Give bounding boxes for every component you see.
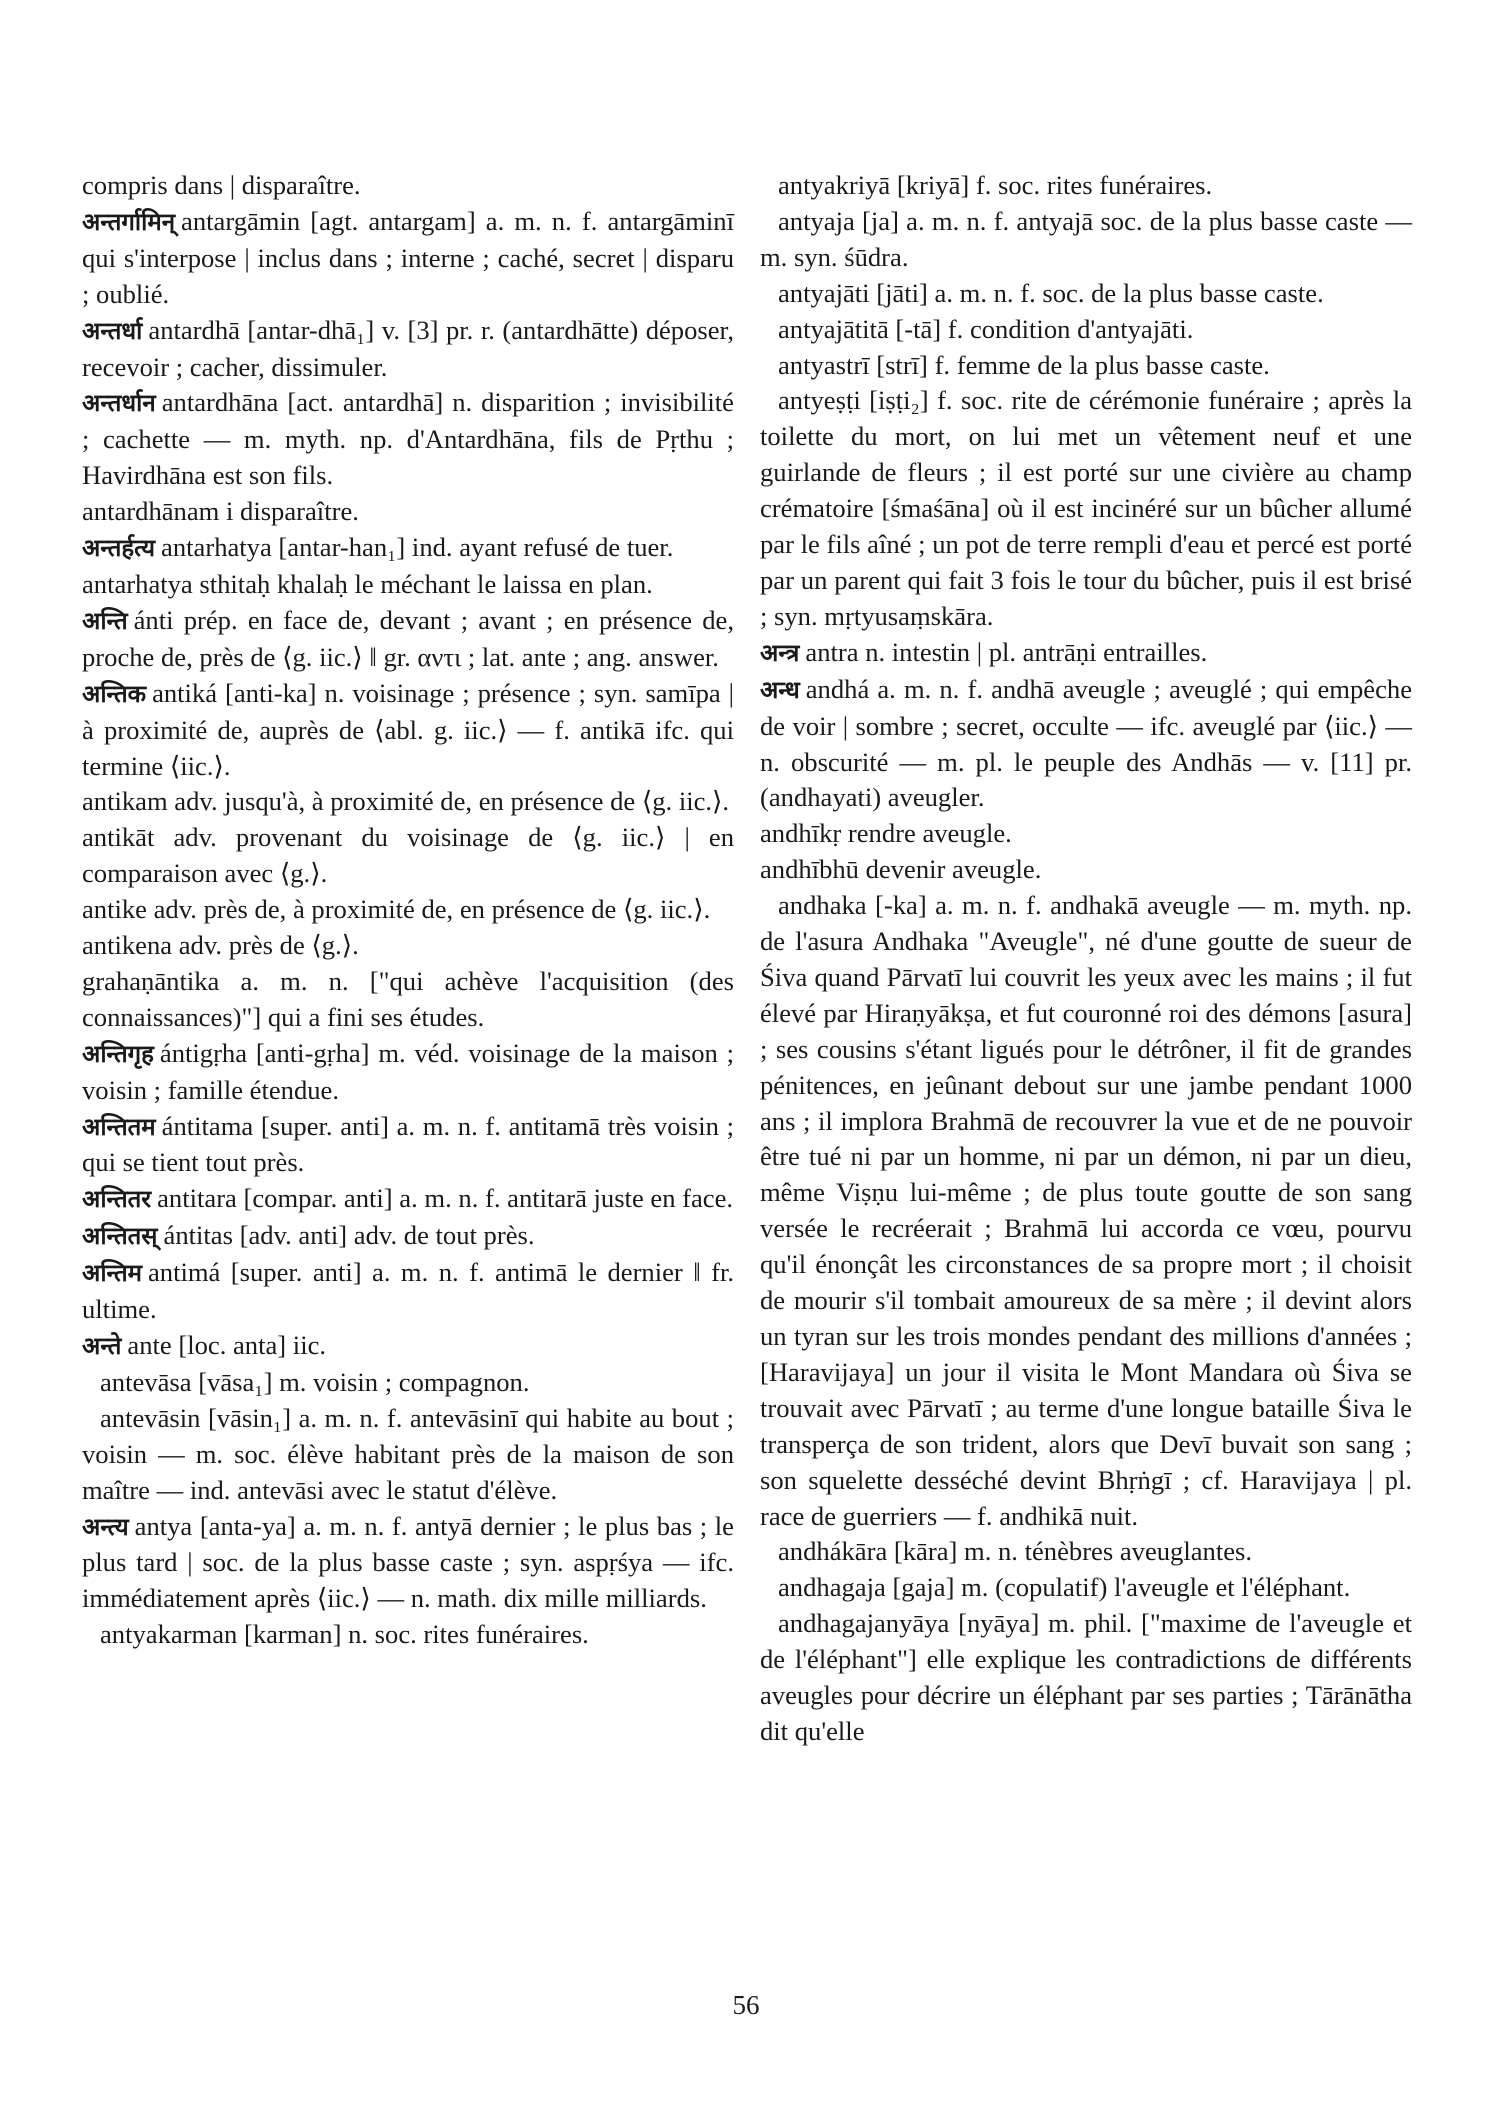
entry-text: antyakarman [karman] n. soc. rites funéraires. xyxy=(100,1619,589,1650)
dictionary-entry xyxy=(760,1570,1412,1606)
dictionary-entry xyxy=(760,168,1412,204)
entry-text: ántitas [adv. anti] adv. de tout près. xyxy=(163,1220,535,1251)
entry-text: andhaka [-ka] a. m. n. f. andhakā aveugle — m. myth. np. de l'asura Andhaka "Aveugle", né d'une goutte de sueur de Śiva quand Pārvatī lui couvrit les yeux avec les mains ; il fut élevé par Hiraṇyākṣa, et fut couronné roi des démons [asura] ; ses cousins s'étant ligués pour le détrôner, il fit de grandes pénitences, en jeûnant debout sur une jambe pendant 1000 ans ; il implora Brahmā de recouvrer la vue et de ne pouvoir être tué ni par un homme, ni par un démon, ni par un dieu, même Viṣṇu lui-même ; de plus toute goutte de son sang versée le recréerait ; Brahmā lui accorda ce vœu, pourvu qu'il énonçât les circonstances de sa propre mort ; il choisit de mourir s'il tombait amoureux de sa mère ; il devint alors un tyran sur les trois mondes pendant des millions d'années ; [Haravijaya] un jour il visita le Mont Mandara où Śiva se trouvait avec Pārvatī ; au terme d'une longue bataille Śiva le transperça de son trident, alors que Devī buvait son sang ; son squelette desséché devint Bhṛṅgī ; cf. Haravijaya | pl. race de guerriers — f. andhikā nuit. xyxy=(760,890,1412,1531)
entry-text: antyastrī [strī] f. femme de la plus basse caste. xyxy=(778,349,1270,380)
right-column xyxy=(760,168,1412,1750)
entry-text: antarhatya sthitaḥ khalaḥ le méchant le laissa en plan. xyxy=(82,568,653,599)
dictionary-entry xyxy=(82,603,734,676)
entry-text: andhagajanyāya [nyāya] m. phil. ["maxime de l'aveugle et de l'éléphant"] elle explique les contradictions de différents aveugles pour décrire un éléphant par ses parties ; Tārānātha dit qu'elle xyxy=(760,1608,1412,1746)
devanagari-headword: अन्ति xyxy=(82,606,128,635)
entry-text: antardhā [antar-dhā₁] v. [3] pr. r. (antardhātte) déposer, recevoir ; cacher, dissimuler. xyxy=(82,314,734,382)
dictionary-entry xyxy=(82,567,734,603)
devanagari-headword: अन्त्य xyxy=(82,1512,129,1541)
dictionary-entry xyxy=(82,1365,734,1401)
entry-text: antya [anta-ya] a. m. n. f. antyā dernier ; le plus bas ; le plus tard | soc. de la plus basse caste ; syn. aspṛśya — ifc. immédiatement après ⟨iic.⟩ — n. math. dix mille milliards. xyxy=(82,1510,734,1614)
devanagari-headword: अन्ध xyxy=(760,675,800,704)
entry-text: antyajātitā [-tā] f. condition d'antyajāti. xyxy=(778,313,1194,344)
entry-text: antikam adv. jusqu'à, à proximité de, en présence de ⟨g. iic.⟩. xyxy=(82,786,730,817)
entry-text: antyeṣṭi [iṣṭi₂] f. soc. rite de cérémonie funéraire ; après la toilette du mort, on lui met un vêtement neuf et une guirlande de fleurs ; il est porté sur une civière au champ crématoire [śmaśāna] où il est incinéré sur un bûcher allumé par le fils aîné ; un pot de terre rempli d'eau et percé est porté par un parent qui fait 3 fois le tour du bûcher, puis il est brisé ; syn. mṛtyusaṃskāra. xyxy=(760,385,1412,631)
dictionary-entry xyxy=(760,635,1412,672)
entry-text: antiká [anti-ka] n. voisinage ; présence ; syn. samīpa | à proximité de, auprès de ⟨abl. g. iic.⟩ — f. antikā ifc. qui termine ⟨iic.⟩. xyxy=(82,677,734,781)
entry-text: andhákāra [kāra] m. n. ténèbres aveuglantes. xyxy=(778,1536,1253,1567)
dictionary-entry xyxy=(82,1036,734,1109)
dictionary-entry xyxy=(760,816,1412,852)
devanagari-headword: अन्तिगृह xyxy=(82,1039,154,1068)
dictionary-entry xyxy=(82,964,734,1036)
entry-text: antimá [super. anti] a. m. n. f. antimā le dernier ‖ fr. ultime. xyxy=(82,1257,734,1325)
dictionary-entry xyxy=(82,1255,734,1328)
entry-text: grahaṇāntika a. m. n. ["qui achève l'acquisition (des connaissances)"] qui a fini ses études. xyxy=(82,965,734,1032)
dictionary-entry xyxy=(82,676,734,785)
dictionary-entry xyxy=(82,313,734,386)
devanagari-headword: अन्तितस् xyxy=(82,1222,158,1251)
dictionary-entry xyxy=(760,672,1412,817)
dictionary-entry xyxy=(760,383,1412,634)
devanagari-headword: अन्तितम xyxy=(82,1112,156,1141)
entry-text: antikena adv. près de ⟨g.⟩. xyxy=(82,930,359,961)
entry-text: antra n. intestin | pl. antrāṇi entrailles. xyxy=(805,636,1208,667)
devanagari-headword: अन्तर्गामिन् xyxy=(82,207,176,236)
dictionary-entry xyxy=(760,1534,1412,1570)
entry-text: antardhānam i disparaître. xyxy=(82,496,359,527)
dictionary-entry xyxy=(760,852,1412,888)
page-number: 56 xyxy=(732,1990,760,2020)
dictionary-entry xyxy=(82,1509,734,1618)
devanagari-headword: अन्तिम xyxy=(82,1259,142,1288)
dictionary-entry xyxy=(760,276,1412,312)
entry-text: antitara [compar. anti] a. m. n. f. antitarā juste en face. xyxy=(157,1183,734,1214)
devanagari-headword: अन्तर्हत्य xyxy=(82,534,156,563)
entry-text: andhagaja [gaja] m. (copulatif) l'aveugle et l'éléphant. xyxy=(778,1572,1351,1603)
dictionary-entry xyxy=(82,1218,734,1255)
dictionary-entry xyxy=(760,888,1412,1534)
entry-text: antyajāti [jāti] a. m. n. f. soc. de la plus basse caste. xyxy=(778,277,1324,308)
entry-text: antyakriyā [kriyā] f. soc. rites funéraires. xyxy=(778,170,1213,200)
entry-text: compris dans | disparaître. xyxy=(82,170,361,200)
devanagari-headword: अन्तर्धा xyxy=(82,316,143,345)
dictionary-entry xyxy=(82,168,734,204)
devanagari-headword: अन्तर्धान xyxy=(82,389,156,418)
dictionary-entry xyxy=(82,928,734,964)
entry-text: antike adv. près de, à proximité de, en présence de ⟨g. iic.⟩. xyxy=(82,894,711,925)
entry-text: antarhatya [antar-han₁] ind. ayant refusé de tuer. xyxy=(161,532,674,563)
entry-text: ante [loc. anta] iic. xyxy=(127,1330,327,1360)
dictionary-entry xyxy=(760,348,1412,384)
entry-text: ántigṛha [anti-gṛha] m. véd. voisinage de la maison ; voisin ; famille étendue. xyxy=(82,1037,734,1105)
entry-text: antevāsin [vāsin₁] a. m. n. f. antevāsinī qui habite au bout ; voisin — m. soc. élève habitant près de la maison de son maître — ind. antevāsi avec le statut d'élève. xyxy=(82,1402,734,1505)
dictionary-entry xyxy=(760,312,1412,348)
dictionary-entry xyxy=(82,1401,734,1509)
entry-text: andhībhū devenir aveugle. xyxy=(760,854,1042,885)
dictionary-entry xyxy=(760,1606,1412,1750)
entry-text: andhīkṛ rendre aveugle. xyxy=(760,818,1012,849)
entry-text: ánti prép. en face de, devant ; avant ; en présence de, proche de, près de ⟨g. iic.⟩ ‖ gr. αντι ; lat. ante ; ang. answer. xyxy=(82,604,734,672)
entry-text: antikāt adv. provenant du voisinage de ⟨g. iic.⟩ | en comparaison avec ⟨g.⟩. xyxy=(82,822,734,889)
dictionary-entry xyxy=(82,892,734,928)
entry-text: ántitama [super. anti] a. m. n. f. antitamā très voisin ; qui se tient tout près. xyxy=(82,1110,734,1178)
dictionary-entry xyxy=(82,530,734,567)
entry-text: antargāmin [agt. antargam] a. m. n. f. antargāminī qui s'interpose | inclus dans ; interne ; caché, secret | disparu ; oublié. xyxy=(82,205,734,309)
entry-text: antardhāna [act. antardhā] n. disparition ; invisibilité ; cachette — m. myth. np. d'Antardhāna, fils de Pṛthu ; Havirdhāna est son fils. xyxy=(82,387,734,491)
devanagari-headword: अन्तितर xyxy=(82,1185,152,1214)
dictionary-entry xyxy=(82,784,734,820)
devanagari-headword: अन्ते xyxy=(82,1332,122,1360)
entry-text: andhá a. m. n. f. andhā aveugle ; aveuglé ; qui empêche de voir | sombre ; secret, occulte — ifc. aveuglé par ⟨iic.⟩ — n. obscurité — m. pl. le peuple des Andhās — v. [11] pr. (andhayati) aveugler. xyxy=(760,673,1412,813)
dictionary-entry xyxy=(82,385,734,494)
dictionary-entry xyxy=(82,1181,734,1218)
left-column xyxy=(82,168,734,1653)
devanagari-headword: अन्तिक xyxy=(82,679,147,708)
dictionary-entry xyxy=(82,820,734,892)
entry-text: antyaja [ja] a. m. n. f. antyajā soc. de la plus basse caste — m. syn. śūdra. xyxy=(760,205,1412,272)
dictionary-entry xyxy=(82,494,734,530)
dictionary-entry xyxy=(82,1617,734,1653)
dictionary-entry xyxy=(82,1328,734,1365)
entry-text: antevāsa [vāsa₁] m. voisin ; compagnon. xyxy=(100,1366,530,1397)
dictionary-entry xyxy=(82,204,734,313)
dictionary-entry xyxy=(760,204,1412,276)
dictionary-entry xyxy=(82,1109,734,1182)
devanagari-headword: अन्त्र xyxy=(760,638,800,667)
